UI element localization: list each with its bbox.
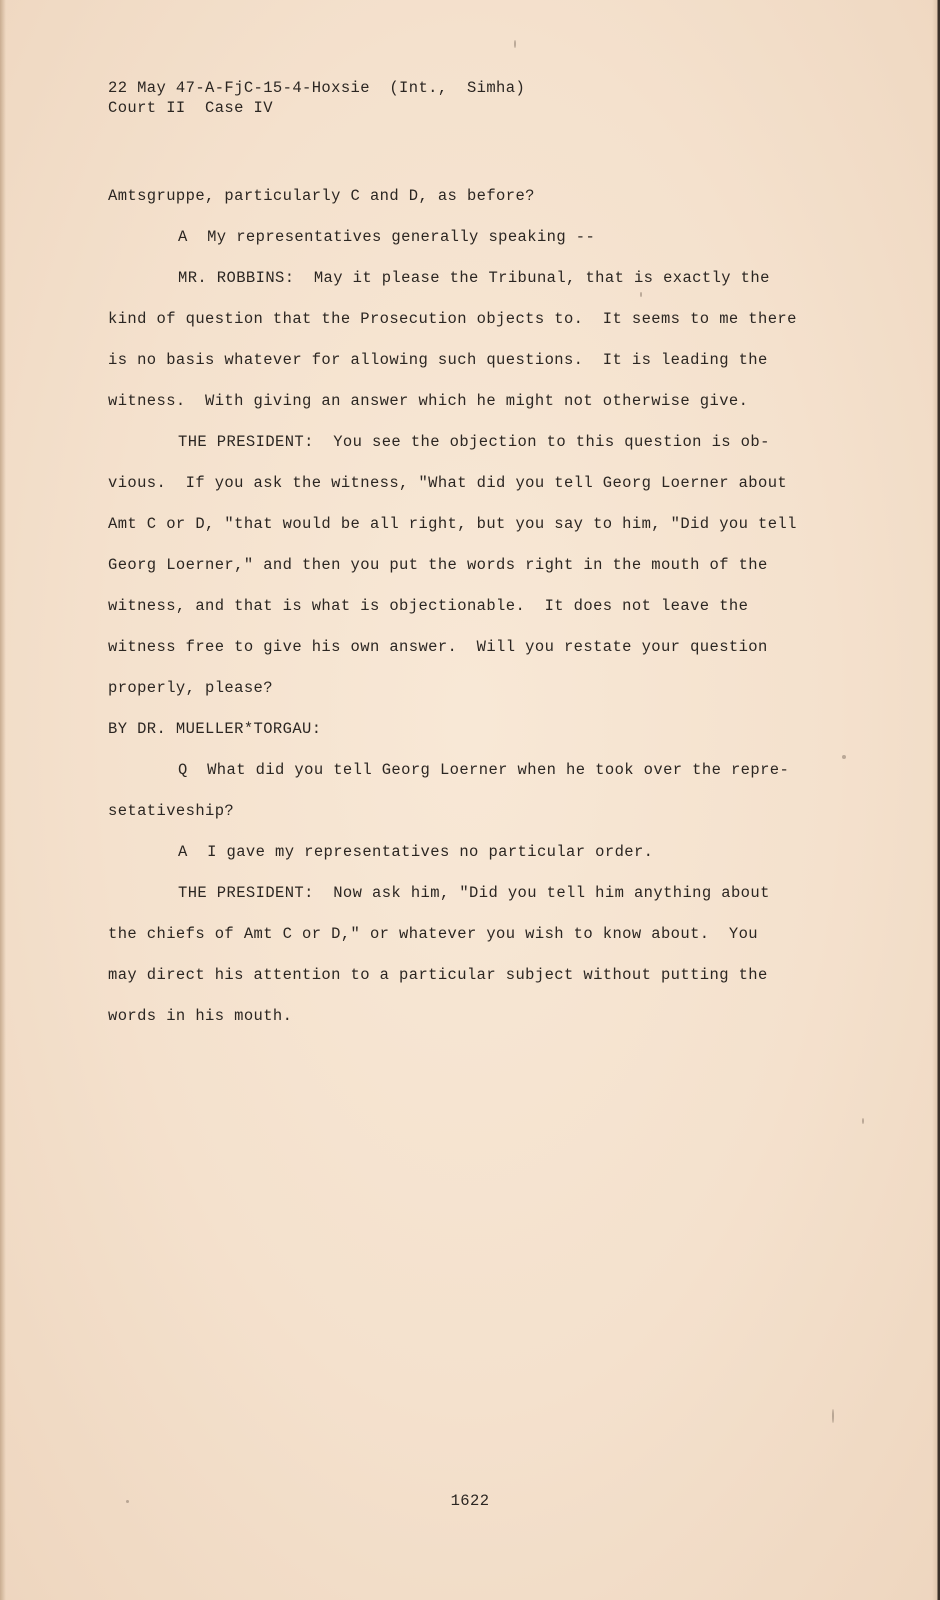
transcript-line: Amtsgruppe, particularly C and D, as before? bbox=[108, 187, 535, 205]
transcript-line: witness, and that is what is objectionable. It does not leave the bbox=[108, 597, 749, 615]
header-line-1: 22 May 47-A-FjC-15-4-Hoxsie (Int., Simha) bbox=[108, 79, 526, 97]
transcript-body bbox=[108, 176, 848, 1037]
transcript-line: A I gave my representatives no particular order. bbox=[178, 843, 654, 861]
paper-edge-left bbox=[0, 0, 6, 1600]
paper-speck bbox=[842, 755, 846, 759]
transcript-line: kind of question that the Prosecution objects to. It seems to me there bbox=[108, 310, 797, 328]
transcript-line: BY DR. MUELLER*TORGAU: bbox=[108, 720, 322, 738]
transcript-line: the chiefs of Amt C or D," or whatever you wish to know about. You bbox=[108, 925, 759, 943]
document-header bbox=[108, 78, 525, 118]
transcript-line: THE PRESIDENT: Now ask him, "Did you tell him anything about bbox=[178, 884, 770, 902]
paper-speck bbox=[126, 1500, 129, 1503]
transcript-line: witness free to give his own answer. Will you restate your question bbox=[108, 638, 768, 656]
paper-speck bbox=[832, 1409, 834, 1423]
page-number: 1622 bbox=[450, 1492, 490, 1510]
transcript-line: A My representatives generally speaking -- bbox=[178, 228, 596, 246]
transcript-line: Q What did you tell Georg Loerner when he took over the repre- bbox=[178, 761, 790, 779]
transcript-line: MR. ROBBINS: May it please the Tribunal, that is exactly the bbox=[178, 269, 770, 287]
paper-speck bbox=[640, 292, 642, 297]
transcript-line: THE PRESIDENT: You see the objection to this question is ob- bbox=[178, 433, 770, 451]
transcript-line: Amt C or D, "that would be all right, but you say to him, "Did you tell bbox=[108, 515, 797, 533]
transcript-line: vious. If you ask the witness, "What did you tell Georg Loerner about bbox=[108, 474, 788, 492]
transcript-line: is no basis whatever for allowing such questions. It is leading the bbox=[108, 351, 768, 369]
transcript-line: witness. With giving an answer which he might not otherwise give. bbox=[108, 392, 749, 410]
paper-speck bbox=[514, 40, 516, 48]
transcript-line: Georg Loerner," and then you put the words right in the mouth of the bbox=[108, 556, 768, 574]
transcript-line: properly, please? bbox=[108, 679, 273, 697]
paper-edge-right bbox=[932, 0, 940, 1600]
header-line-2: Court II Case IV bbox=[108, 99, 273, 117]
transcript-line: words in his mouth. bbox=[108, 1007, 293, 1025]
transcript-line: setativeship? bbox=[108, 802, 235, 820]
transcript-line: may direct his attention to a particular subject without putting the bbox=[108, 966, 768, 984]
paper-speck bbox=[862, 1118, 864, 1124]
